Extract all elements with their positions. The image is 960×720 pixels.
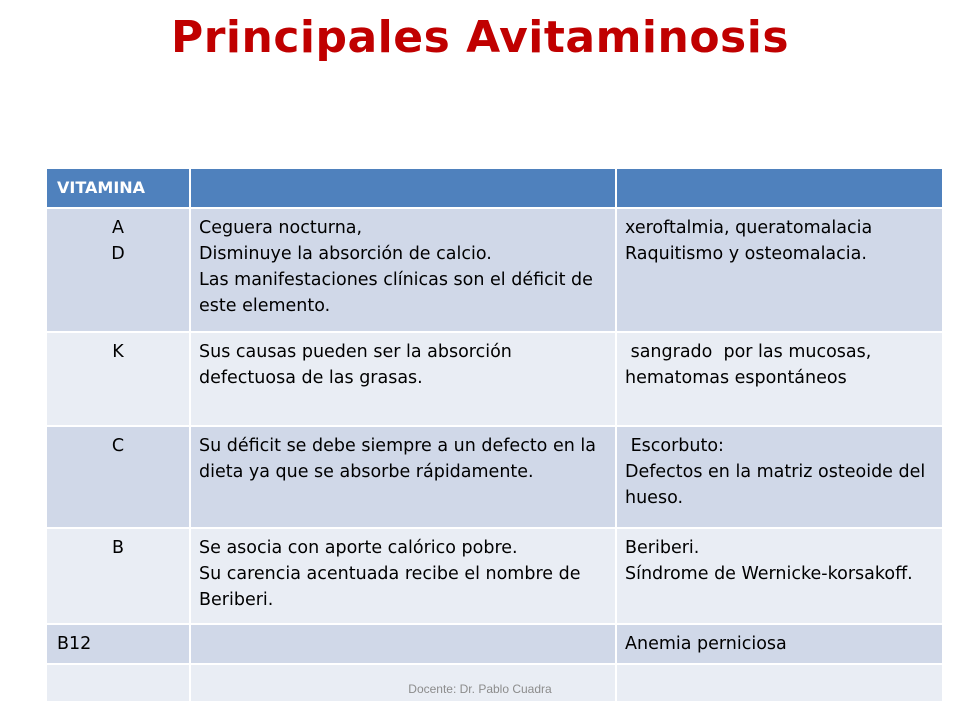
table-row bbox=[46, 426, 943, 528]
cause-text: Su carencia acentuada recibe el nombre de Beriberi. bbox=[199, 564, 587, 610]
effect-cell bbox=[616, 426, 943, 528]
header-cell-3 bbox=[616, 168, 943, 208]
effect-text: Raquitismo y osteomalacia. bbox=[625, 244, 867, 264]
cause-cell bbox=[190, 208, 616, 332]
cause-cell bbox=[190, 426, 616, 528]
table-row bbox=[46, 624, 943, 664]
vitamin-cell bbox=[46, 332, 190, 426]
cause-cell bbox=[190, 332, 616, 426]
cause-text: Su déficit se debe siempre a un defecto en la dieta ya que se absorbe rápidamente. bbox=[199, 436, 602, 482]
cause-cell bbox=[190, 528, 616, 624]
vitamin-name: B12 bbox=[57, 634, 92, 654]
effect-text: Beriberi. bbox=[625, 538, 700, 558]
table-header-row bbox=[46, 168, 943, 208]
cause-text: Se asocia con aporte calórico pobre. bbox=[199, 538, 518, 558]
cause-text: Sus causas pueden ser la absorción defectuosa de las grasas. bbox=[199, 342, 518, 388]
vitamin-name: K bbox=[112, 342, 124, 362]
header-cell-vitamina: VITAMINA bbox=[46, 168, 190, 208]
cause-text: Ceguera nocturna, bbox=[199, 218, 363, 238]
effect-cell bbox=[616, 208, 943, 332]
vitamin-name: C bbox=[111, 436, 125, 456]
vitamin-name: B bbox=[111, 538, 124, 558]
page-title: Principales Avitaminosis bbox=[170, 12, 790, 63]
table-row bbox=[46, 528, 943, 624]
footer-credit: Docente: Dr. Pablo Cuadra bbox=[408, 682, 552, 696]
table-row bbox=[46, 208, 943, 332]
vitamin-cell bbox=[46, 624, 190, 664]
effect-text: sangrado por las mucosas, hematomas espontáneos bbox=[625, 342, 877, 388]
cause-cell bbox=[190, 624, 616, 664]
effect-text: Anemia perniciosa bbox=[625, 634, 787, 654]
avitaminosis-table bbox=[45, 167, 944, 703]
effect-cell bbox=[616, 624, 943, 664]
effect-text: xeroftalmia, queratomalacia bbox=[625, 218, 873, 238]
vitamin-cell bbox=[46, 528, 190, 624]
cause-text: Las manifestaciones clínicas son el déficit de este elemento. bbox=[199, 270, 599, 316]
effect-cell bbox=[616, 528, 943, 624]
vitamin-name: D bbox=[111, 244, 125, 264]
cause-text: Disminuye la absorción de calcio. bbox=[199, 244, 492, 264]
effect-text: Síndrome de Wernicke-korsakoff. bbox=[625, 564, 913, 584]
vitamin-cell bbox=[46, 208, 190, 332]
effect-text: Defectos en la matriz osteoide del hueso. bbox=[625, 462, 931, 508]
header-cell-2 bbox=[190, 168, 616, 208]
effect-text: Escorbuto: bbox=[625, 436, 724, 456]
table-row bbox=[46, 332, 943, 426]
vitamin-cell bbox=[46, 426, 190, 528]
effect-cell bbox=[616, 332, 943, 426]
vitamin-name: A bbox=[112, 218, 124, 238]
